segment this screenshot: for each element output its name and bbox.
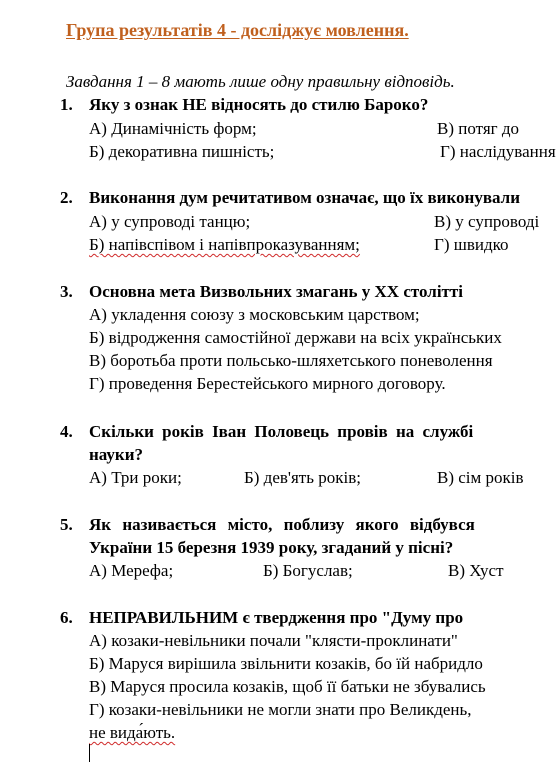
text-cursor [89, 744, 90, 762]
question-3-text: Основна мета Визвольних змагань у ХХ столітті [89, 282, 463, 301]
q1-option-g: Г) наслідування [440, 142, 556, 161]
q6-option-a: А) козаки-невільники почали "клясти-проклинати" [89, 631, 458, 650]
q6-option-g-continued: не вида́ють. [89, 723, 176, 742]
question-1-number: 1. [60, 95, 73, 114]
q3-option-a: А) укладення союзу з московським царством; [89, 305, 420, 324]
question-3-number: 3. [60, 282, 73, 301]
question-4-number: 4. [60, 422, 73, 441]
q3-option-v: В) боротьба проти польсько-шляхетського поневолення [89, 351, 493, 370]
q1-option-v: В) потяг до [437, 119, 520, 138]
question-5-text-line-1: Як називається місто, поблизу якого відбувся [89, 515, 475, 534]
question-1-text: Яку з ознак НЕ відносять до стилю Бароко? [89, 95, 429, 114]
q6-option-v: В) Маруся просила козаків, щоб її батьки не збувались [89, 677, 486, 696]
q5-option-v: В) Хуст [448, 561, 504, 580]
question-6-text: НЕПРАВИЛЬНИМ є твердження про "Думу про [89, 608, 464, 627]
question-2-number: 2. [60, 188, 73, 207]
document-title: Група результатів 4 - досліджує мовлення. [66, 20, 409, 40]
q4-option-a: А) Три роки; [89, 468, 182, 487]
question-5-number: 5. [60, 515, 73, 534]
question-2-text: Виконання дум речитативом означає, що їх виконували [89, 188, 520, 207]
q3-option-b: Б) відродження самостійної держави на всіх українських [89, 328, 502, 347]
q2-option-b: Б) напівспівом і напівпроказуванням; [89, 235, 360, 254]
q1-option-b: Б) декоративна пишність; [89, 142, 275, 161]
q5-option-b: Б) Богуслав; [263, 561, 353, 580]
q6-option-b: Б) Маруся вирішила звільнити козаків, бо їй набридло [89, 654, 483, 673]
question-5-text-line-2: України 15 березня 1939 року, згаданий у пісні? [89, 538, 454, 557]
q2-option-a: А) у супроводі танцю; [89, 212, 251, 231]
question-4-text-line-2: науки? [89, 445, 144, 464]
q2-option-g: Г) швидко [434, 235, 509, 254]
q4-option-b: Б) дев'ять років; [244, 468, 361, 487]
q5-option-a: А) Мерефа; [89, 561, 174, 580]
q2-option-v: В) у супроводі [434, 212, 540, 231]
q4-option-v: В) сім років [437, 468, 524, 487]
question-4-text-line-1: Скільки років Іван Половець провів на службі [89, 422, 474, 441]
q3-option-g: Г) проведення Берестейського мирного договору. [89, 374, 446, 393]
question-6-number: 6. [60, 608, 73, 627]
instructions: Завдання 1 – 8 мають лише одну правильну відповідь. [66, 72, 455, 91]
q6-option-g: Г) козаки-невільники не могли знати про Великдень, [89, 700, 472, 719]
q1-option-a: А) Динамічність форм; [89, 119, 257, 138]
